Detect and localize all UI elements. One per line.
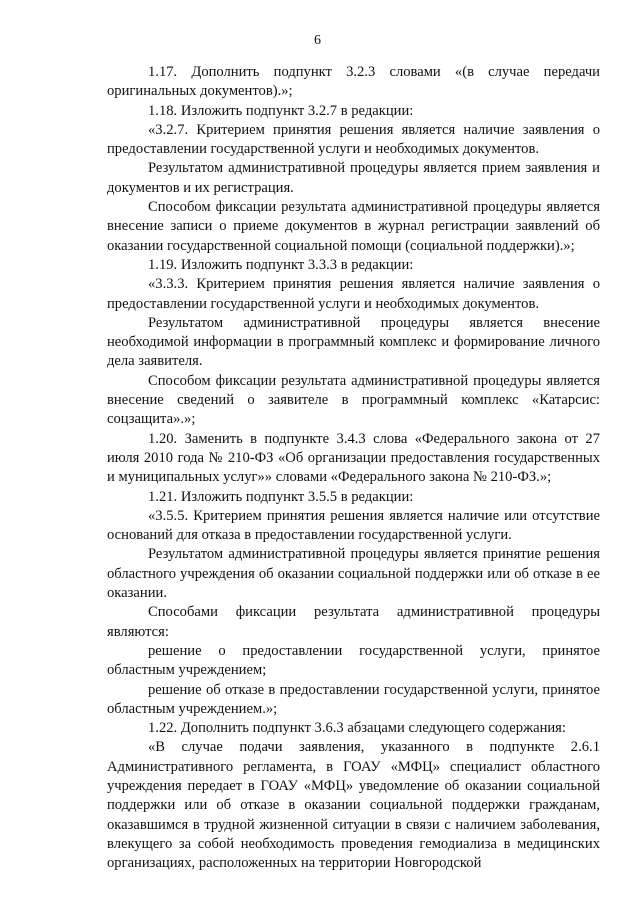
paragraph-1-22: 1.22. Дополнить подпункт 3.6.3 абзацами следующего содержания: bbox=[148, 720, 566, 737]
paragraph-decision-refusal: решение об отказе в предоставлении государственной услуги, принятое областным учреждением.»; bbox=[107, 681, 600, 717]
paragraph-3-3-3-result: Результатом административной процедуры является внесение необходимой информации в программный комплекс и формирование личного дела заявителя. bbox=[107, 314, 600, 370]
paragraph-3-3-3-fixation: Способом фиксации результата административной процедуры является внесение сведений о заявителе в программный комплекс «Катарсис: соцзащита».»; bbox=[107, 372, 600, 428]
paragraph-3-5-5-criterion: «3.5.5. Критерием принятия решения является наличие или отсутствие оснований для отказа в предоставлении государственной услуги. bbox=[107, 507, 600, 544]
paragraph-1-19: 1.19. Изложить подпункт 3.3.3 в редакции: bbox=[148, 256, 414, 273]
paragraph-1-18: 1.18. Изложить подпункт 3.2.7 в редакции: bbox=[148, 102, 414, 119]
paragraph-3-5-5-fixation: Способами фиксации результата административной процедуры являются: bbox=[107, 604, 600, 640]
paragraph-3-2-7-criterion: «3.2.7. Критерием принятия решения является наличие заявления о предоставлении государственной услуги и необходимых документов. bbox=[107, 121, 600, 158]
paragraph-3-3-3-criterion: «3.3.3. Критерием принятия решения является наличие заявления о предоставлении государственной услуги и необходимых документов. bbox=[107, 276, 600, 312]
document-body bbox=[107, 63, 600, 873]
paragraph-decision-grant: решение о предоставлении государственной услуги, принятое областным учреждением; bbox=[107, 642, 600, 679]
paragraph-1-17: 1.17. Дополнить подпункт 3.2.3 словами «(в случае передачи оригинальных документов).»; bbox=[107, 64, 600, 100]
page-number: 6 bbox=[314, 33, 321, 48]
paragraph-3-2-7-fixation: Способом фиксации результата административной процедуры является внесение записи о приеме документов в журнал регистрации заявлений об оказании государственной социальной помощи (социальной поддержки).»; bbox=[107, 199, 600, 254]
paragraph-1-20: 1.20. Заменить в подпункте 3.4.3 слова «Федерального закона от 27 июля 2010 года № 210-ФЗ «Об организации предоставления государственных и муниципальных услуг»» словами «Федерального закона № 210-ФЗ.»; bbox=[107, 430, 600, 486]
paragraph-3-6-3-addition: «В случае подачи заявления, указанного в подпункте 2.6.1 Административного регламента, в ГОАУ «МФЦ» специалист областного учреждения передает в ГОАУ «МФЦ» уведомление об оказании социальной поддержки или об отказе в оказании социальной поддержки гражданам, оказавшимся в трудной жизненной ситуации в связи с наличием заболевания, влекущего за собой необходимость проведения гемодиализа в медицинских организациях, расположенных на территории Новгородской bbox=[107, 739, 600, 872]
paragraph-3-2-7-result: Результатом административной процедуры является прием заявления и документов и их регистрация. bbox=[107, 160, 600, 196]
paragraph-1-21: 1.21. Изложить подпункт 3.5.5 в редакции: bbox=[148, 488, 414, 505]
paragraph-3-5-5-result: Результатом административной процедуры является принятие решения областного учреждения об оказании социальной поддержки или об отказе в ее оказании. bbox=[107, 546, 600, 602]
